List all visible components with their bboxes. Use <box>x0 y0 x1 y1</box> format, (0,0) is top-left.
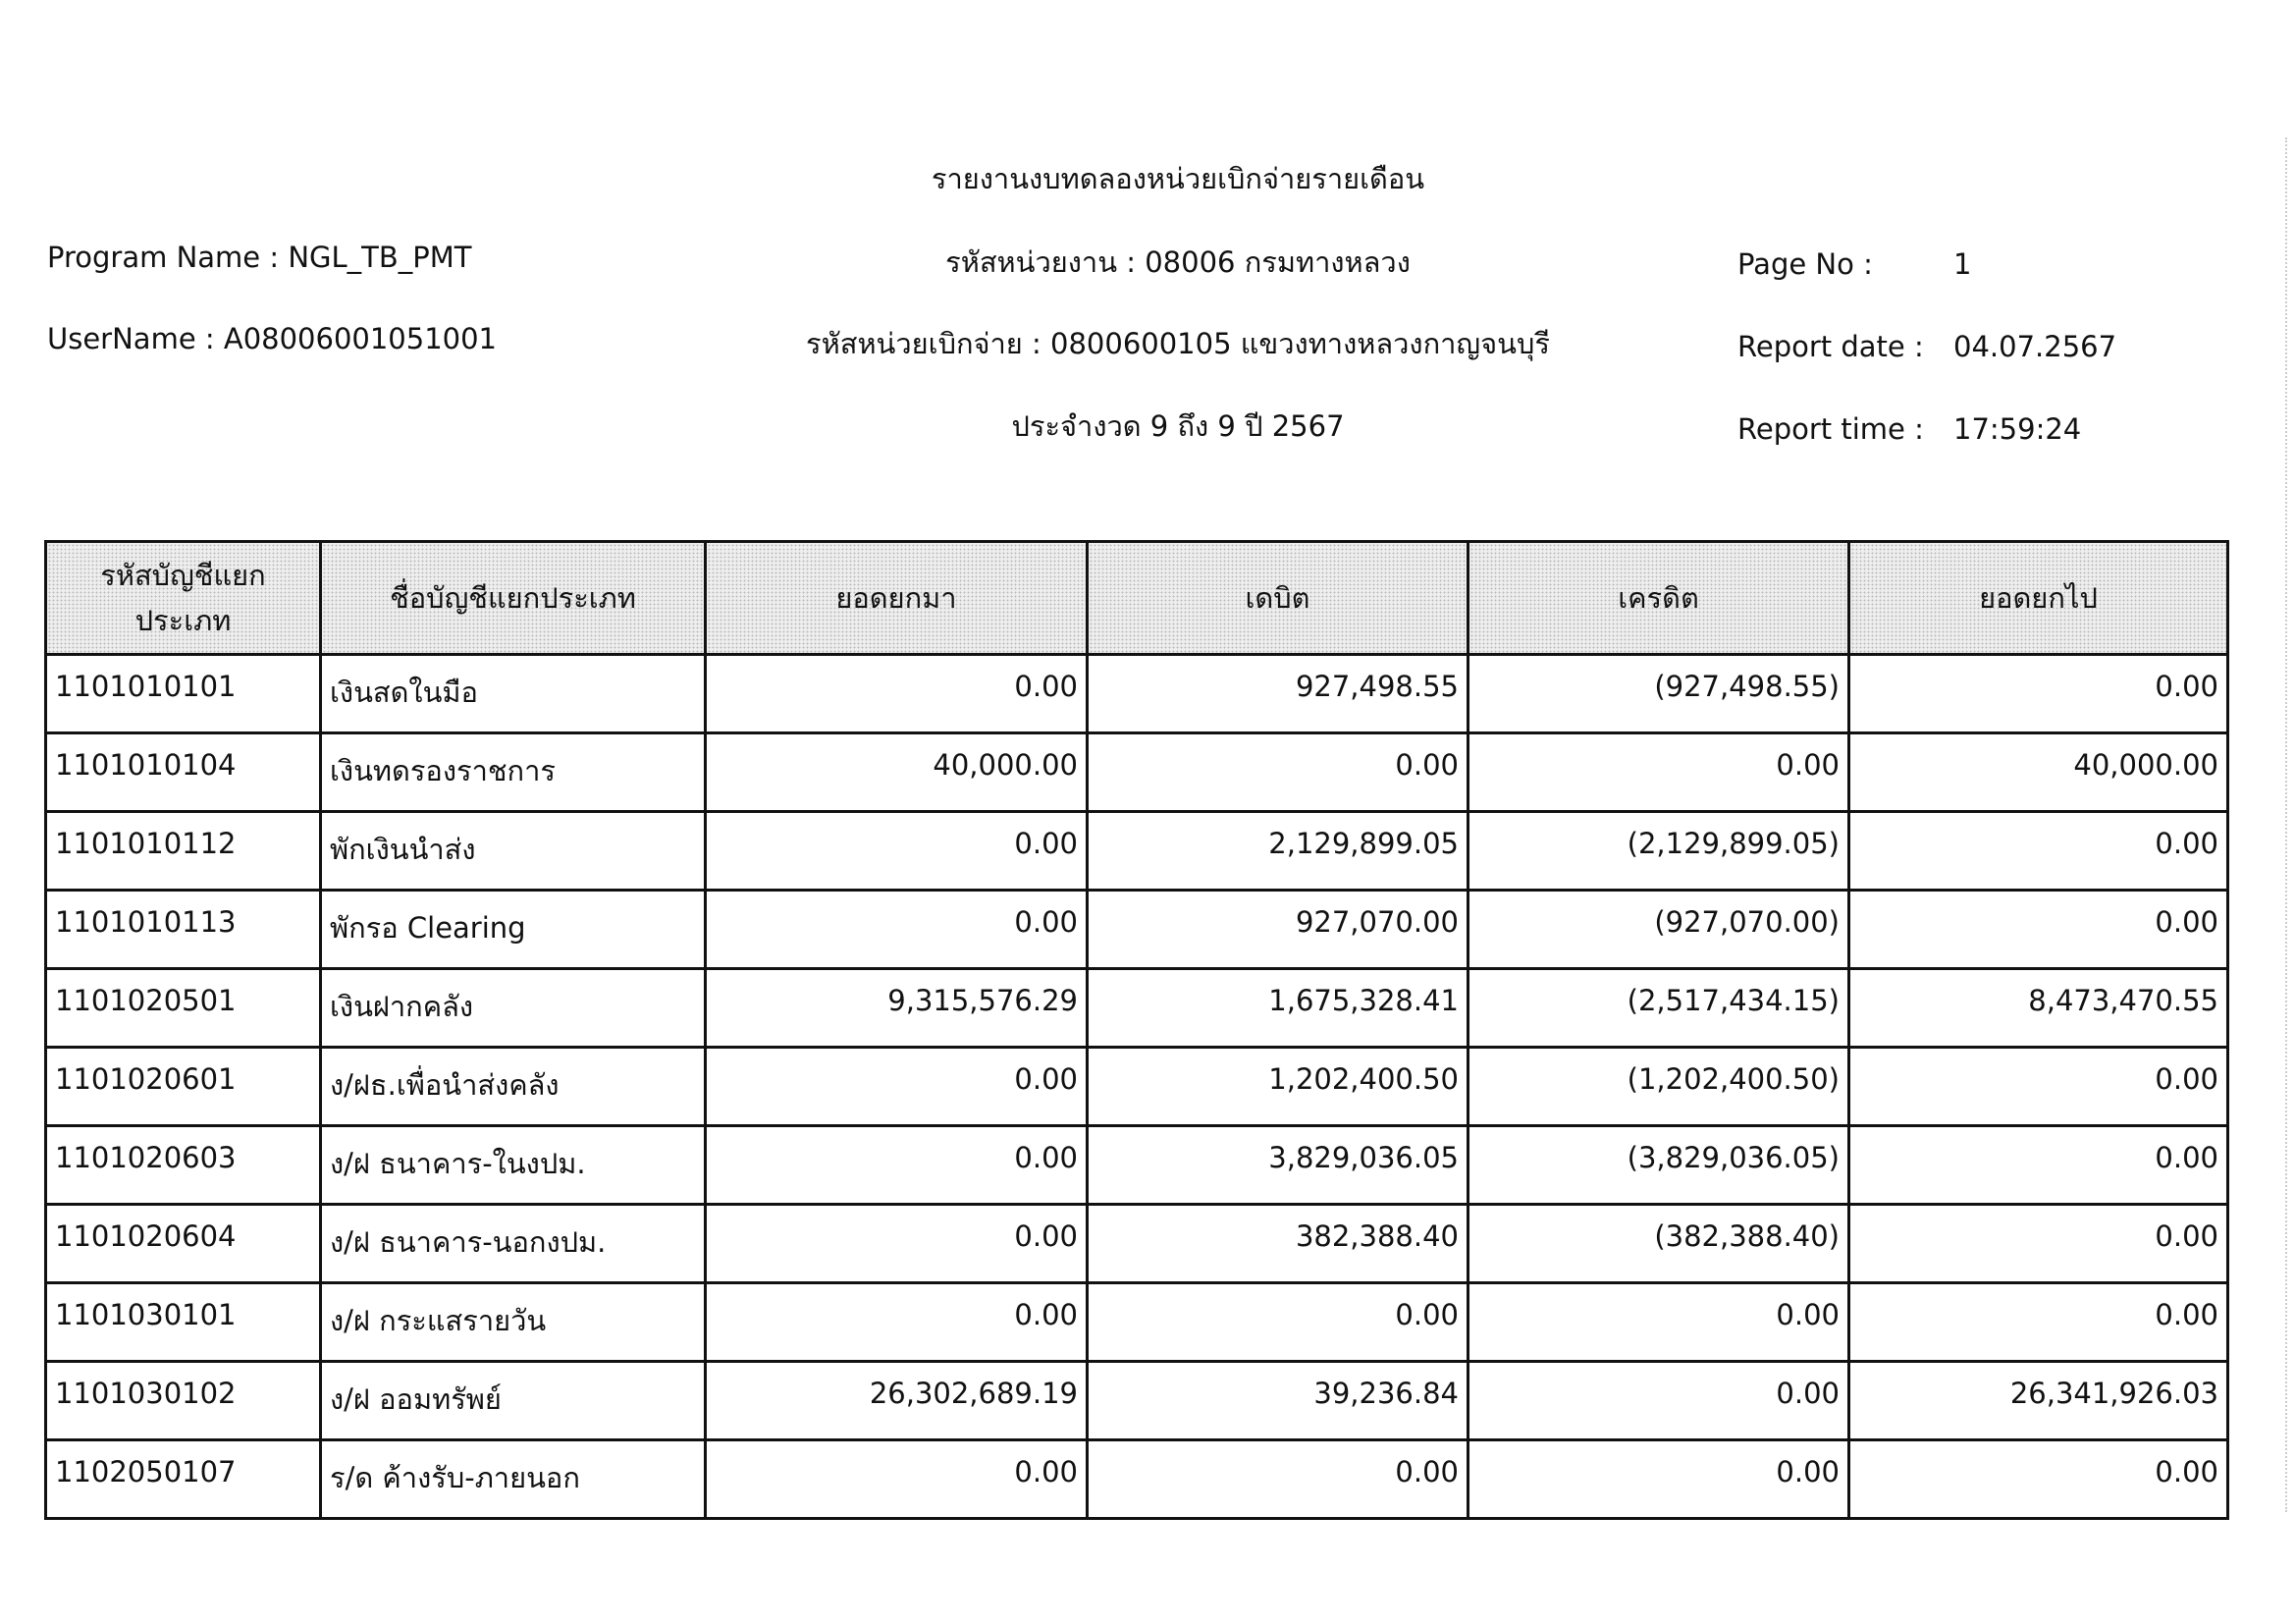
cell-account-name: ง/ฝธ.เพื่อนำส่งคลัง <box>321 1048 706 1126</box>
col-account-name: ชื่อบัญชีแยกประเภท <box>321 542 706 655</box>
report-date-label: Report date : <box>1737 330 1924 363</box>
table-row <box>46 1126 2228 1205</box>
cell-debit: 382,388.40 <box>1088 1205 1468 1283</box>
cell-credit: (927,498.55) <box>1468 655 1849 733</box>
cell-opening-balance: 0.00 <box>706 891 1088 969</box>
cell-credit: (1,202,400.50) <box>1468 1048 1849 1126</box>
cell-opening-balance: 26,302,689.19 <box>706 1362 1088 1440</box>
cell-opening-balance: 0.00 <box>706 1283 1088 1362</box>
cell-credit: 0.00 <box>1468 1362 1849 1440</box>
cell-account-code: 1101020603 <box>46 1126 321 1205</box>
report-time-label: Report time : <box>1737 412 1924 446</box>
cell-opening-balance: 0.00 <box>706 1205 1088 1283</box>
cell-debit: 0.00 <box>1088 733 1468 812</box>
agency: รหัสหน่วยงาน : 08006 กรมทางหลวง <box>945 245 1411 279</box>
table-row <box>46 1048 2228 1126</box>
cell-opening-balance: 0.00 <box>706 812 1088 891</box>
cell-debit: 2,129,899.05 <box>1088 812 1468 891</box>
cell-account-code: 1102050107 <box>46 1440 321 1519</box>
cell-account-name: เงินสดในมือ <box>321 655 706 733</box>
cell-opening-balance: 0.00 <box>706 655 1088 733</box>
table-row <box>46 812 2228 891</box>
cell-closing-balance: 8,473,470.55 <box>1849 969 2228 1048</box>
col-credit: เครดิต <box>1468 542 1849 655</box>
col-debit: เดบิต <box>1088 542 1468 655</box>
cell-account-name: ง/ฝ ออมทรัพย์ <box>321 1362 706 1440</box>
cell-account-name: เงินฝากคลัง <box>321 969 706 1048</box>
cell-account-name: พักเงินนำส่ง <box>321 812 706 891</box>
table-row <box>46 969 2228 1048</box>
cell-debit: 3,829,036.05 <box>1088 1126 1468 1205</box>
cell-debit: 1,675,328.41 <box>1088 969 1468 1048</box>
cell-account-name: ง/ฝ กระแสรายวัน <box>321 1283 706 1362</box>
cell-closing-balance: 26,341,926.03 <box>1849 1362 2228 1440</box>
program-name: Program Name : NGL_TB_PMT <box>47 241 472 274</box>
cell-debit: 1,202,400.50 <box>1088 1048 1468 1126</box>
cell-closing-balance: 0.00 <box>1849 1048 2228 1126</box>
cell-closing-balance: 0.00 <box>1849 1126 2228 1205</box>
page-edge <box>2285 137 2287 1512</box>
cell-account-name: เงินทดรองราชการ <box>321 733 706 812</box>
cell-account-name: ง/ฝ ธนาคาร-นอกงปม. <box>321 1205 706 1283</box>
cell-closing-balance: 0.00 <box>1849 1205 2228 1283</box>
cell-debit: 0.00 <box>1088 1440 1468 1519</box>
cell-account-code: 1101020501 <box>46 969 321 1048</box>
cell-credit: 0.00 <box>1468 733 1849 812</box>
username: UserName : A08006001051001 <box>47 322 498 355</box>
table-header-row <box>46 542 2228 655</box>
cell-account-code: 1101010104 <box>46 733 321 812</box>
cell-credit: (2,129,899.05) <box>1468 812 1849 891</box>
cell-account-name: ร/ด ค้างรับ-ภายนอก <box>321 1440 706 1519</box>
cell-account-code: 1101030101 <box>46 1283 321 1362</box>
cell-account-code: 1101030102 <box>46 1362 321 1440</box>
page-no-label: Page No : <box>1737 247 1873 281</box>
cell-debit: 927,498.55 <box>1088 655 1468 733</box>
table-row <box>46 1440 2228 1519</box>
trial-balance-table <box>44 540 2229 1520</box>
page-no: 1 <box>1953 247 1972 281</box>
cell-closing-balance: 40,000.00 <box>1849 733 2228 812</box>
cell-credit: (2,517,434.15) <box>1468 969 1849 1048</box>
table-row <box>46 1362 2228 1440</box>
cell-credit: 0.00 <box>1468 1283 1849 1362</box>
table-row <box>46 655 2228 733</box>
cell-credit: (927,070.00) <box>1468 891 1849 969</box>
table-row <box>46 1205 2228 1283</box>
cell-debit: 927,070.00 <box>1088 891 1468 969</box>
cell-credit: 0.00 <box>1468 1440 1849 1519</box>
cell-closing-balance: 0.00 <box>1849 1283 2228 1362</box>
period: ประจำงวด 9 ถึง 9 ปี 2567 <box>1011 409 1345 443</box>
cell-credit: (3,829,036.05) <box>1468 1126 1849 1205</box>
cell-account-code: 1101010112 <box>46 812 321 891</box>
disbursing-unit: รหัสหน่วยเบิกจ่าย : 0800600105 แขวงทางหลวงกาญจนบุรี <box>806 327 1550 360</box>
cell-closing-balance: 0.00 <box>1849 655 2228 733</box>
table-row <box>46 1283 2228 1362</box>
cell-account-code: 1101020604 <box>46 1205 321 1283</box>
cell-credit: (382,388.40) <box>1468 1205 1849 1283</box>
cell-debit: 39,236.84 <box>1088 1362 1468 1440</box>
cell-account-code: 1101010113 <box>46 891 321 969</box>
cell-closing-balance: 0.00 <box>1849 891 2228 969</box>
cell-account-name: พักรอ Clearing <box>321 891 706 969</box>
table-row <box>46 733 2228 812</box>
report-date: 04.07.2567 <box>1953 330 2117 363</box>
cell-opening-balance: 0.00 <box>706 1126 1088 1205</box>
col-opening-balance: ยอดยกมา <box>706 542 1088 655</box>
col-closing-balance: ยอดยกไป <box>1849 542 2228 655</box>
col-account-code: รหัสบัญชีแยกประเภท <box>46 542 321 655</box>
cell-opening-balance: 0.00 <box>706 1440 1088 1519</box>
cell-opening-balance: 0.00 <box>706 1048 1088 1126</box>
cell-opening-balance: 9,315,576.29 <box>706 969 1088 1048</box>
table-row <box>46 891 2228 969</box>
cell-account-name: ง/ฝ ธนาคาร-ในงปม. <box>321 1126 706 1205</box>
cell-closing-balance: 0.00 <box>1849 812 2228 891</box>
report-title: รายงานงบทดลองหน่วยเบิกจ่ายรายเดือน <box>931 162 1425 195</box>
cell-debit: 0.00 <box>1088 1283 1468 1362</box>
report-time: 17:59:24 <box>1953 412 2082 446</box>
cell-opening-balance: 40,000.00 <box>706 733 1088 812</box>
cell-account-code: 1101020601 <box>46 1048 321 1126</box>
cell-account-code: 1101010101 <box>46 655 321 733</box>
cell-closing-balance: 0.00 <box>1849 1440 2228 1519</box>
